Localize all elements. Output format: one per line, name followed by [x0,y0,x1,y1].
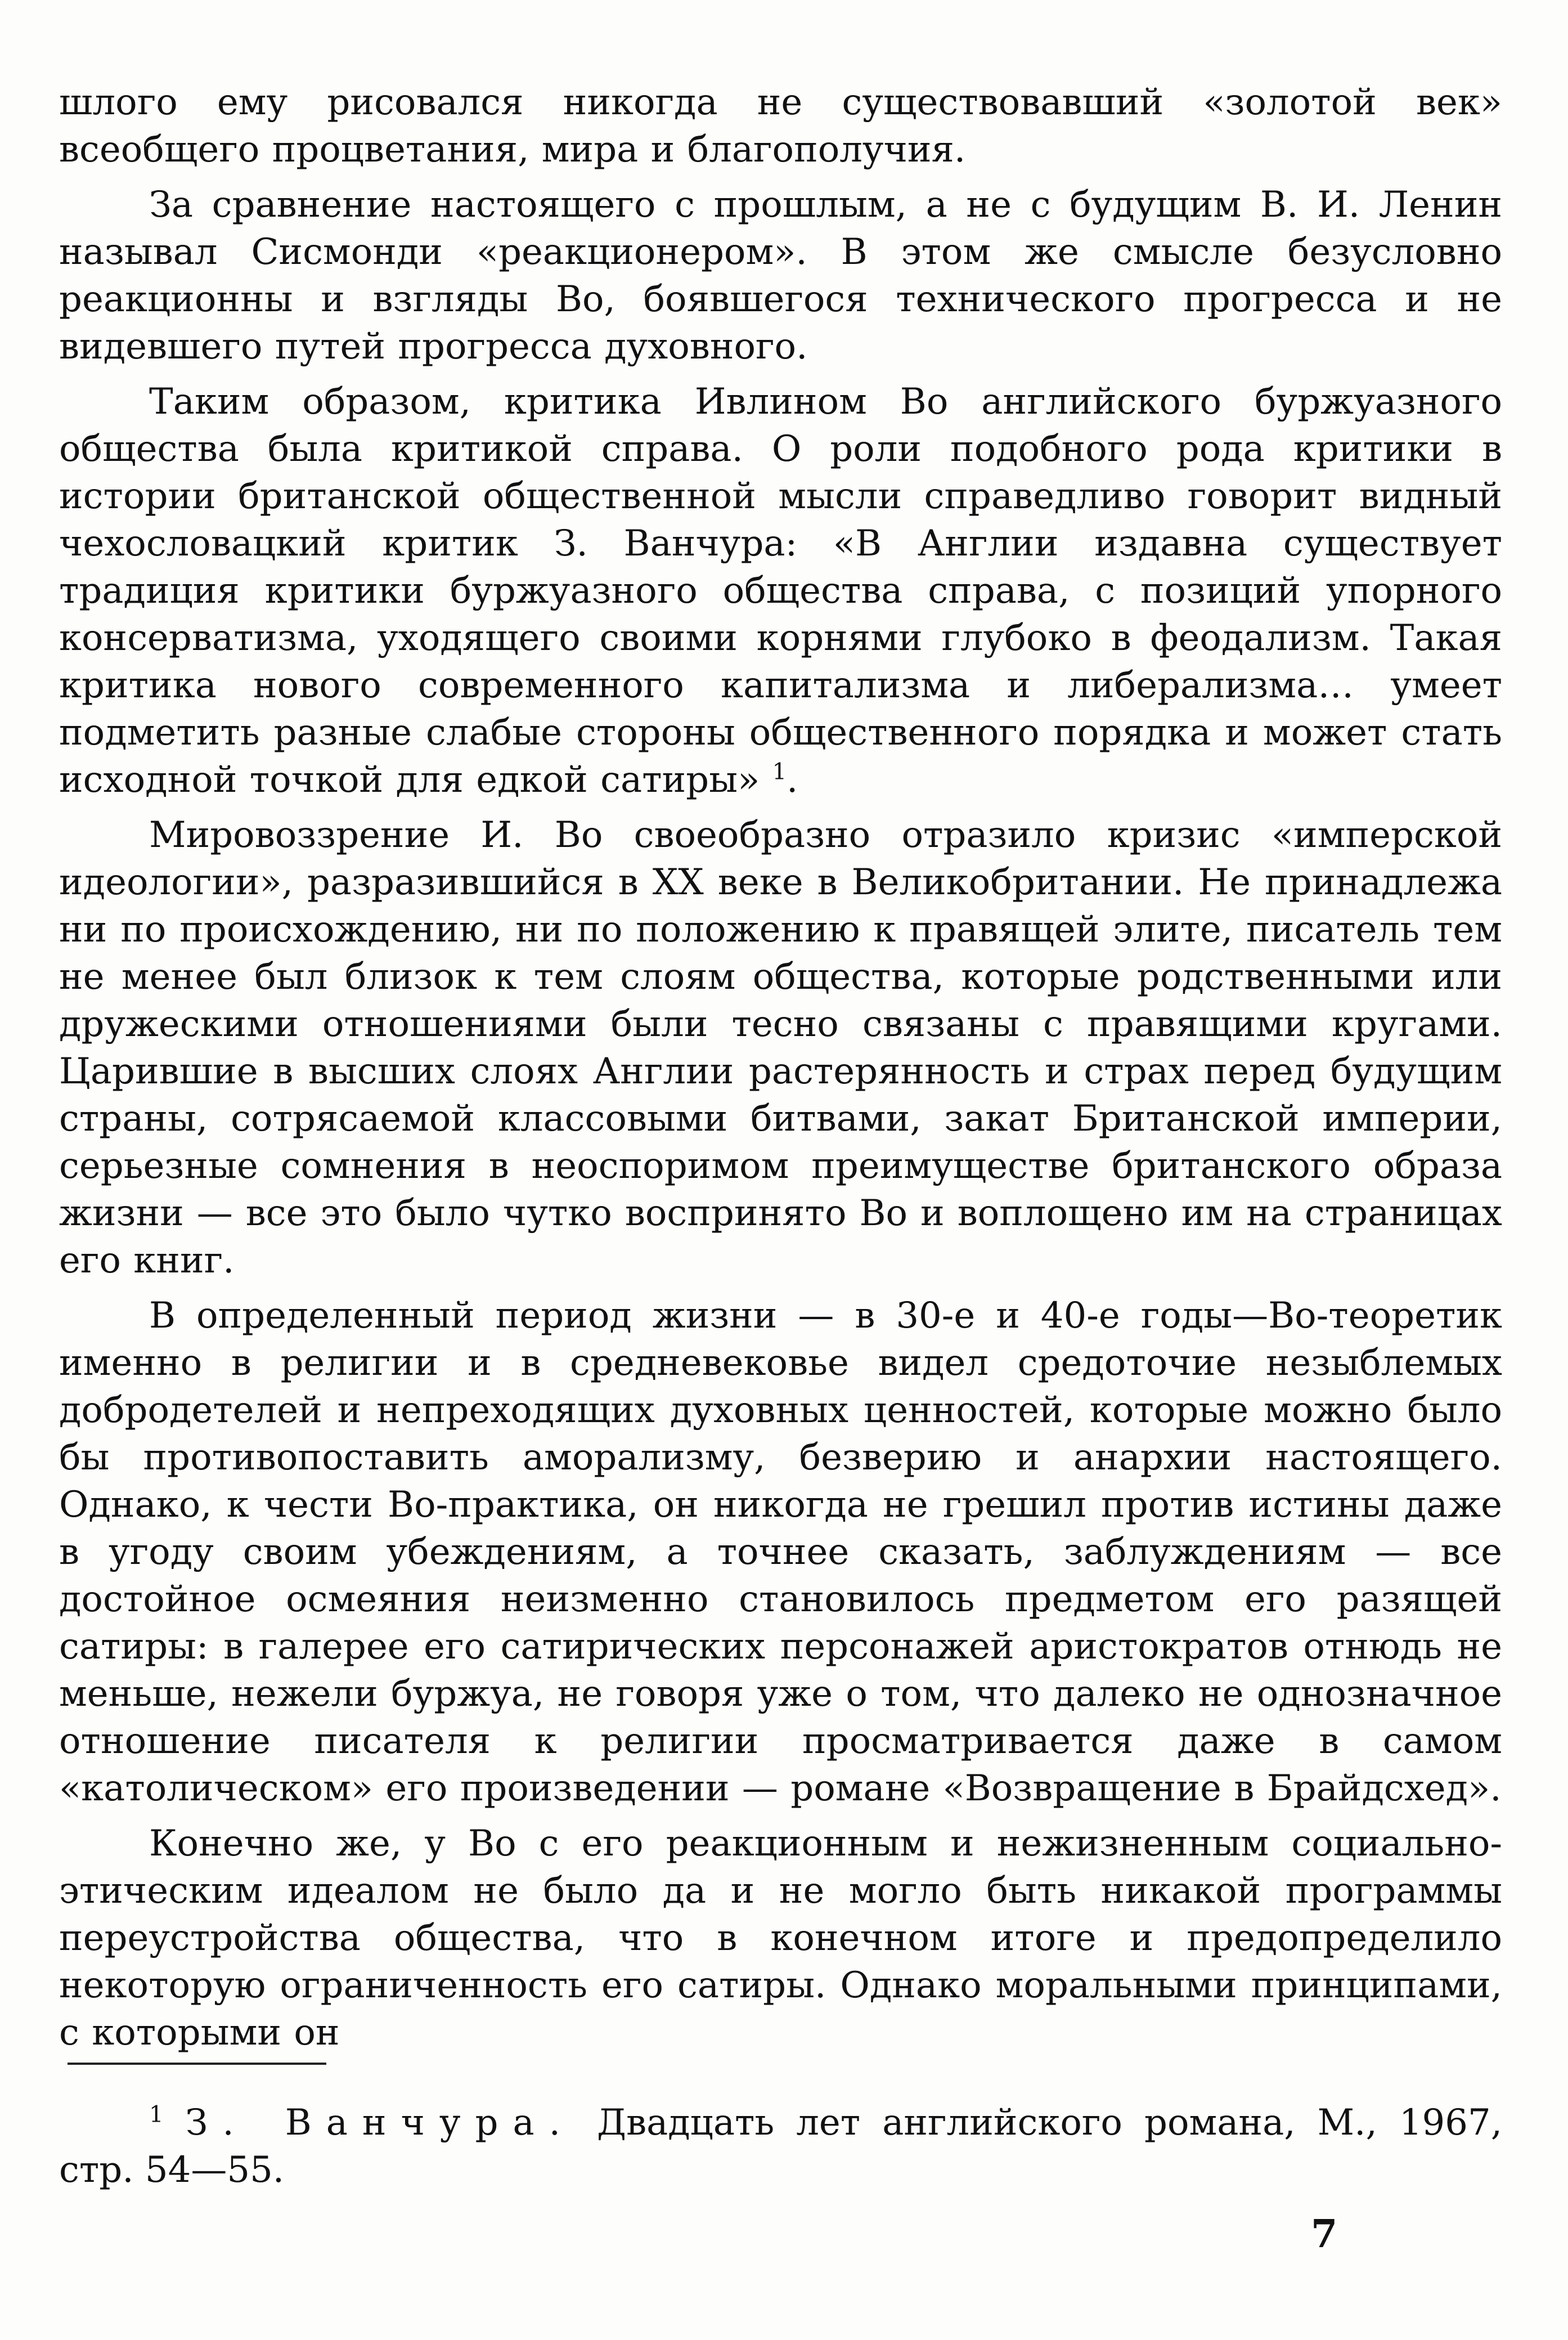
footnote [59,2099,1502,2194]
paragraph-5: В определенный период жизни — в 30-е и 40-е годы—Во-теоретик именно в религии и в средневековье видел средоточие незыблемых добродетелей и непреходящих духовных ценностей, которые можно было бы противопоставить аморализму, безверию и анархии настоящего. Однако, к чести Во-практика, он никогда не грешил против истины даже в угоду своим убеждениям, а точнее сказать, заблуждениям — все достойное осмеяния неизменно становилось предметом его разящей сатиры: в галерее его сатирических персонажей аристократов отнюдь не меньше, нежели буржуа, не говоря уже о том, что далеко не однозначное отношение писателя к религии просматривается даже в самом «католическом» его произведении — романе «Возвращение в Брайдсхед». [59,1295,1502,1809]
footnote-number: 1 [149,2101,164,2128]
paragraph-3-text: Таким образом, критика Ивлином Во английского буржуазного общества была критикой справа. О роли подобного рода критики в истории британской общественной мысли справедливо говорит видный чехословацкий критик З. Ванчура: «В Англии издавна существует традиция критики буржуазного общества справа, с позиций упорного консерватизма, уходящего своими корнями глубоко в феодализм. Такая критика нового современного капитализма и либерализма… умеет подметить разные слабые стороны общественного порядка и может стать исходной точкой для едкой сатиры» [59,381,1502,801]
paragraph-4: Мировоззрение И. Во своеобразно отразило кризис «имперской идеологии», разразившийся в XX веке в Великобритании. Не принадлежа ни по происхождению, ни по положению к правящей элите, писатель тем не менее был близок к тем слоям общества, которые родственными или дружескими отношениями были тесно связаны с правящими кругами. Царившие в высших слоях Англии растерянность и страх перед будущим страны, сотрясаемой классовыми битвами, закат Британской империи, серьезные сомнения в неоспоримом преимуществе британского образа жизни — все это было чутко воспринято Во и воплощено им на страницах его книг. [59,814,1502,1281]
footnote-text: Двадцать лет английского романа, М., 1967, стр. 54—55. [59,2102,1503,2191]
paragraph-3: Таким образом, критика Ивлином Во английского буржуазного общества была критикой справа. О роли подобного рода критики в истории британской общественной мысли справедливо говорит видный чехословацкий критик З. Ванчура: «В Англии издавна существует традиция критики буржуазного общества справа, с позиций упорного консерватизма, уходящего своими корнями глубоко в феодализм. Такая критика нового современного капитализма и либерализма… умеет подметить разные слабые стороны общественного порядка и может стать исходной точкой для едкой сатиры» $^1$. [59,381,1502,801]
footnote-divider [68,2063,326,2065]
paragraph-1: шлого ему рисовался никогда не существовавший «золотой век» всеобщего процветания, мира и благополучия. [59,82,1502,171]
footnote-reference: 1 [772,759,787,785]
paragraph-6: Конечно же, у Во с его реакционным и нежизненным социально-этическим идеалом не было да и не могло быть никакой программы переустройства общества, что в конечном итоге и предопределило некоторую ограниченность его сатиры. Однако моральными принципами, с которыми он [59,1823,1502,2054]
paragraph-2: За сравнение настоящего с прошлым, а не с будущим В. И. Ленин называл Сисмонди «реакционером». В этом же смысле безусловно реакционны и взгляды Во, боявшегося технического прогресса и не видевшего путей прогресса духовного. [59,184,1502,367]
footnote-author: З. Ванчура. [185,2102,576,2144]
main-text [59,79,1502,2064]
page-number: 7 [1311,2212,1338,2257]
